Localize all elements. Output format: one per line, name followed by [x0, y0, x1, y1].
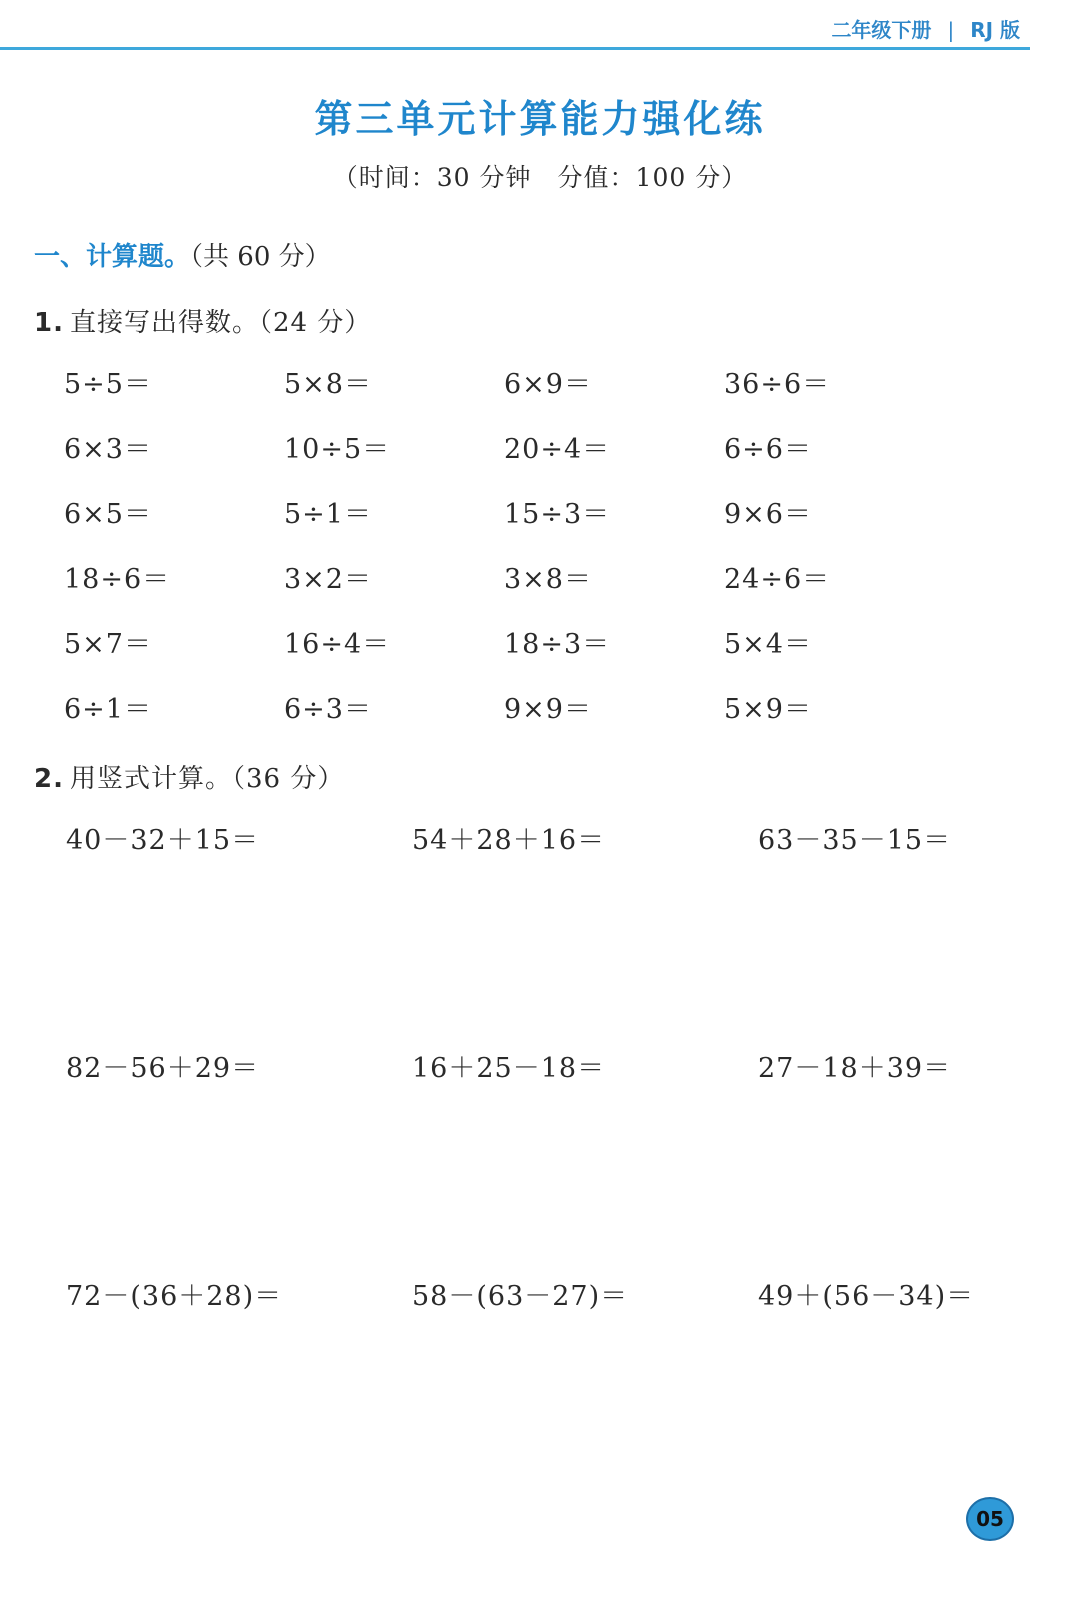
header-label	[831, 14, 1020, 43]
vertical-item: 16＋25－18＝	[412, 1053, 606, 1084]
oral-item: 6×3＝	[64, 434, 152, 465]
oral-calculation-grid	[64, 362, 964, 752]
question-1-text: 直接写出得数。（24 分）	[69, 308, 372, 338]
oral-item: 16÷4＝	[284, 629, 391, 660]
oral-item: 5×4＝	[724, 629, 812, 660]
oral-item: 6×9＝	[504, 369, 592, 400]
oral-item: 5÷1＝	[284, 499, 372, 530]
oral-item: 6÷6＝	[724, 434, 812, 465]
page-title: 第三单元计算能力强化练	[314, 97, 766, 141]
header-rule	[0, 47, 1030, 50]
oral-item: 15÷3＝	[504, 499, 611, 530]
grade-label: 二年级下册	[831, 18, 932, 42]
vertical-item: 63－35－15＝	[758, 825, 952, 856]
oral-item: 6÷1＝	[64, 694, 152, 725]
question-1-number: 1.	[34, 308, 64, 338]
oral-item: 9×6＝	[724, 499, 812, 530]
vertical-item: 58－(63－27)＝	[412, 1281, 629, 1312]
vertical-item: 54＋28＋16＝	[412, 825, 606, 856]
oral-item: 6×5＝	[64, 499, 152, 530]
oral-item: 18÷3＝	[504, 629, 611, 660]
oral-item: 10÷5＝	[284, 434, 391, 465]
vertical-item: 72－(36＋28)＝	[66, 1281, 283, 1312]
page-subtitle: （时间：30 分钟 分值：100 分）	[332, 163, 748, 192]
vertical-item: 49＋(56－34)＝	[758, 1281, 975, 1312]
question-1-heading	[34, 302, 371, 339]
page-number-badge: 05	[966, 1497, 1014, 1541]
edition-label: RJ 版	[970, 18, 1020, 42]
section-heading	[34, 236, 331, 273]
oral-item: 24÷6＝	[724, 564, 831, 595]
oral-item: 5÷5＝	[64, 369, 152, 400]
question-2-number: 2.	[34, 764, 64, 794]
vertical-calculation-grid	[66, 818, 1026, 1502]
section-score: （共 60 分）	[190, 242, 331, 272]
header-separator: |	[947, 18, 955, 42]
question-2-heading	[34, 758, 344, 795]
oral-item: 3×8＝	[504, 564, 592, 595]
oral-item: 5×7＝	[64, 629, 152, 660]
oral-item: 3×2＝	[284, 564, 372, 595]
oral-item: 36÷6＝	[724, 369, 831, 400]
oral-item: 6÷3＝	[284, 694, 372, 725]
oral-item: 5×9＝	[724, 694, 812, 725]
section-label: 一、计算题。	[34, 242, 191, 272]
oral-item: 20÷4＝	[504, 434, 611, 465]
vertical-item: 82－56＋29＝	[66, 1053, 260, 1084]
oral-item: 18÷6＝	[64, 564, 171, 595]
oral-item: 9×9＝	[504, 694, 592, 725]
oral-item: 5×8＝	[284, 369, 372, 400]
vertical-item: 40－32＋15＝	[66, 825, 260, 856]
question-2-text: 用竖式计算。（36 分）	[69, 764, 345, 794]
vertical-item: 27－18＋39＝	[758, 1053, 952, 1084]
